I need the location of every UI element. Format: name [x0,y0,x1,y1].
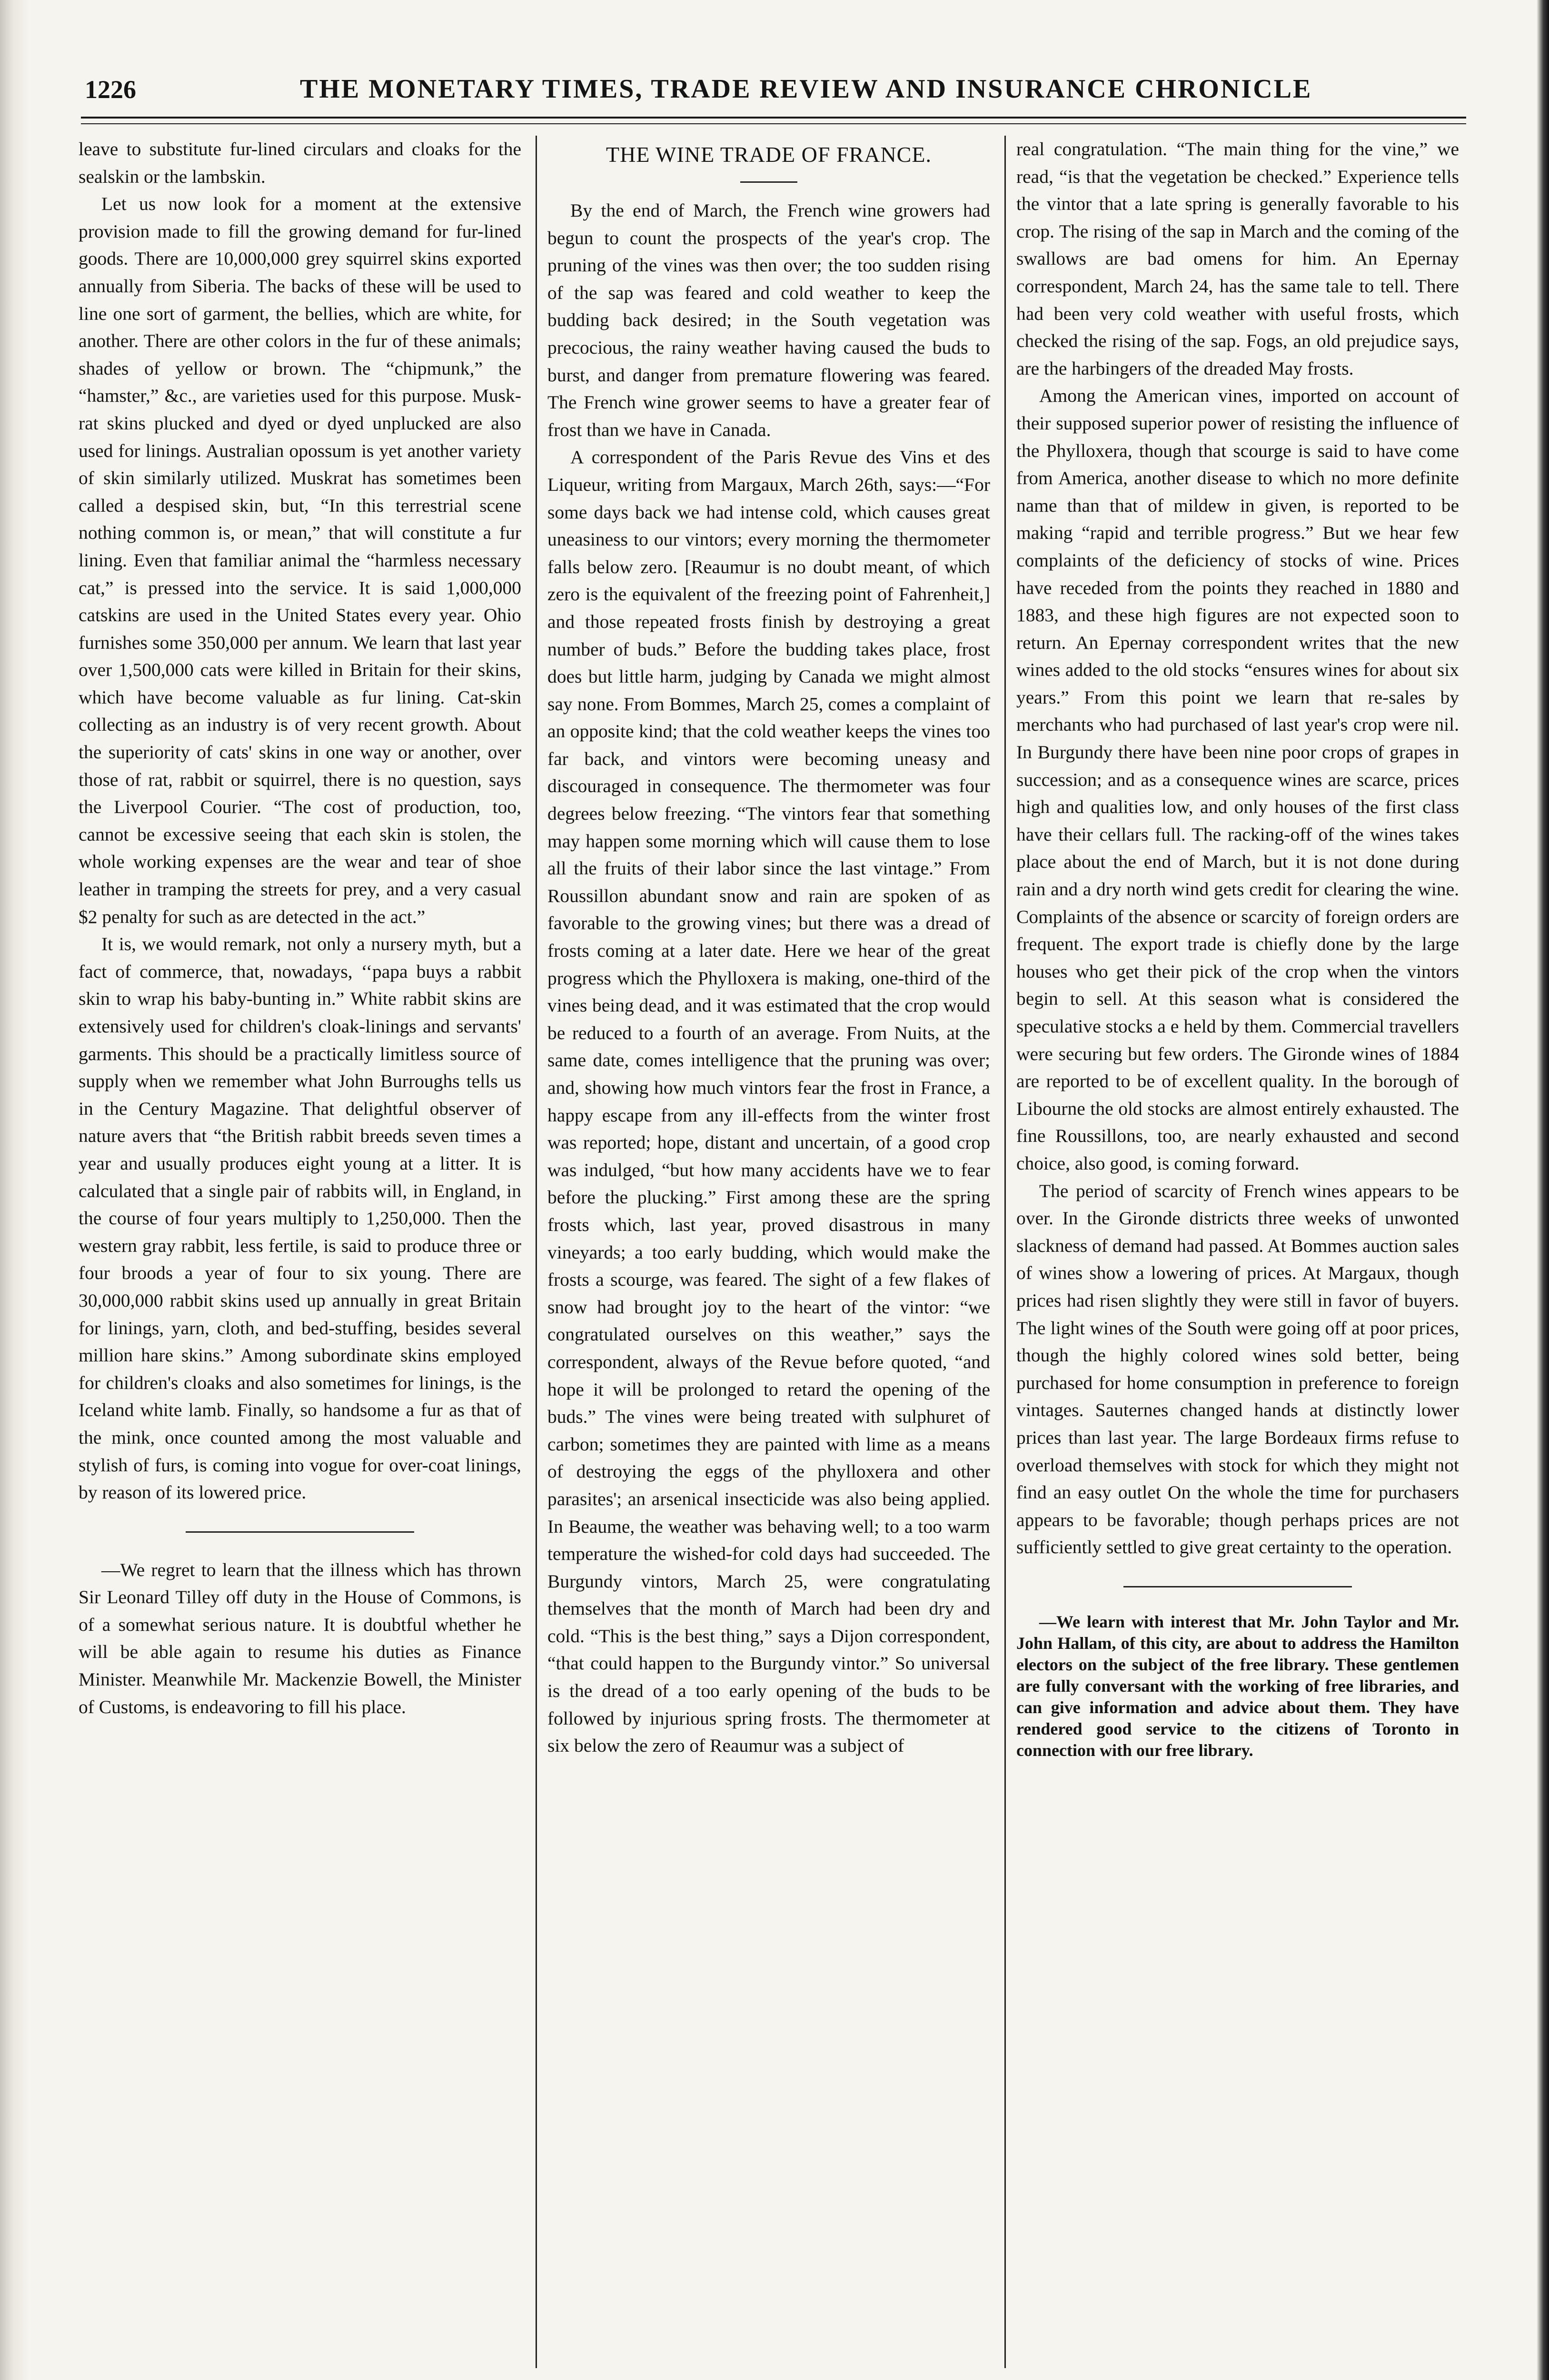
wine-article-paragraph: By the end of March, the French wine growers had begun to count the prospects of the year's crop. The pruning of the vines was then over; the too sudden rising of the sap was feared and cold weather to keep the budding back desired; in the South vegetation was precocious, the rainy weather having caused the buds to burst, and danger from premature flowering was feared. The French wine grower seems to have a greater fear of frost than we have in Canada. [547,200,990,440]
column-divider [1004,136,1006,2368]
article-heading: THE WINE TRADE OF FRANCE. [606,142,932,167]
page-number: 1226 [85,75,136,104]
heading-rule [740,181,797,183]
article-divider [186,1531,414,1533]
column-divider [536,136,537,2368]
header-rule-thin [81,123,1466,124]
masthead-title: THE MONETARY TIMES, TRADE REVIEW AND INSURANCE CHRONICLE [300,74,1312,104]
column-middle [547,136,990,2363]
wine-article-paragraph: Among the American vines, imported on account of their supposed superior power of resisting the influence of the Phylloxera, though that scourge is said to have come from America, another disease to which no more definite name than that of mildew in given, is reported to be making “rapid and terrible progress.” But we hear few complaints of the deficiency of stocks of wine. Prices have receded from the points they reached in 1880 and 1883, and these high figures are not expected soon to return. An Epernay correspondent writes that the new wines added to the old stocks “ensures wines for about six years.” From this point we learn that re-sales by merchants who had purchased of last year's crop were nil. In Burgundy there have been nine poor crops of grapes in succession; and as a consequence wines are scarce, prices high and qualities low, and only houses of the first class have their cellars full. The racking-off of the wines takes place about the end of March, but it is not done during rain and a dry north wind gets credit for clearing the wine. Complaints of the absence or scarcity of foreign orders are frequent. The export trade is chiefly done by the large houses who get their pick of the crop when the vintors begin to sell. At this season what is considered the speculative stocks a e held by them. Commercial travellers were securing but few orders. The Gironde wines of 1884 are reported to be of excellent quality. In the borough of Libourne the old stocks are almost entirely exhausted. The fine Roussillons, too, are nearly exhausted and second choice, also good, is coming forward. [1016,385,1459,1174]
wine-article-paragraph: The period of scarcity of French wines appears to be over. In the Gironde districts three weeks of unwonted slackness of demand had passed. At Bommes auction sales of wines show a lowering of prices. At Margaux, though prices had risen slightly they were still in favor of buyers. The light wines of the South were going off at poor prices, though the highly colored wines sold better, being purchased for home consumption in preference to foreign vintages. Sauternes changed hands at distinctly lower prices than last year. The large Bordeaux firms refuse to overload themselves with stock for which they might not find an easy outlet On the whole the time for purchasers appears to be favorable; though perhaps prices are not sufficiently settled to give great certainty to the operation. [1016,1180,1459,1558]
scan-right-edge [1537,0,1549,2380]
fur-article-paragraph: It is, we would remark, not only a nursery myth, but a fact of commerce, that, nowadays, ‘‘papa buys a rabbit skin to wrap his baby-bunting in.” White rabbit skins are extensively used for children's cloak-linings and servants' garments. This should be a practically limitless source of supply when we remember what John Burroughs tells us in the Century Magazine. That delightful observer of nature avers that “the British rabbit breeds seven times a year and usually produces eight young at a litter. It is calculated that a single pair of rabbits will, in England, in the course of four years multiply to 1,250,000. Then the western gray rabbit, less fertile, is said to produce three or four broods a year of four to six young. There are 30,000,000 rabbit skins used up annually in great Britain for linings, yarn, cloth, and bed-stuffing, besides several million hare skins.” Among subordinate skins employed for children's cloaks and also sometimes for linings, is the Iceland white lamb. Finally, so handsome a fur as that of the mink, once counted among the most valuable and stylish of furs, is coming into vogue for over-coat linings, by reason of its lowered price. [79,933,521,1503]
wine-article-paragraph: real congratulation. “The main thing for the vine,” we read, “is that the vegetation be checked.” Experience tells the vintor that a late spring is generally favorable to his crop. The rising of the sap in March and the coming of the swallows are bad omens for him. An Epernay correspondent, March 24, has the same tale to tell. There had been very cold weather with useful frosts, which checked the rising of the sap. Fogs, an old prejudice says, are the harbingers of the dreaded May frosts. [1016,139,1459,379]
header-rule [81,117,1466,119]
column-left [79,136,521,2363]
tilley-news-item: —We regret to learn that the illness which has thrown Sir Leonard Tilley off duty in the House of Commons, is of a somewhat serious nature. It is doubtful whether he will be able again to resume his duties as Finance Minister. Meanwhile Mr. Mackenzie Bowell, the Minister of Customs, is endeavoring to fill his place. [79,1559,521,1717]
article-columns [71,136,1476,2373]
newspaper-page [71,64,1476,1760]
page-header [71,64,1476,136]
scan-left-edge [0,0,29,2380]
wine-article-paragraph: A correspondent of the Paris Revue des Vins et des Liqueur, writing from Margaux, March 26th, says:—“For some days back we had intense cold, which causes great uneasiness to our vintors; every morning the thermometer falls below zero. [Reaumur is no doubt meant, of which zero is the equivalent of the freezing point of Fahrenheit,] and those repeated frosts finish by destroying a great number of buds.” Before the budding takes place, frost does but little harm, judging by Canada we might almost say none. From Bommes, March 25, comes a complaint of an opposite kind; that the cold weather keeps the vines too far back, and vintors were becoming uneasy and discouraged in consequence. The thermometer was four degrees below freezing. “The vintors fear that something may happen some morning which will cause them to lose all the fruits of their labor since the last vintage.” From Roussillon abundant snow and rain are spoken of as favorable to the growing vines; but there was a dread of frosts coming at a later date. Here we hear of the great progress which the Phylloxera is making, one-third of the vines being dead, and it was estimated that the crop would be reduced to a fourth of an average. From Nuits, at the same date, comes intelligence that the pruning was over; and, showing how much vintors fear the frost in France, a happy escape from any ill-effects from the winter frost was reported; hope, distant and uncertain, of a good crop was indulged, “but how many accidents have we to fear before the plucking.” First among these are the spring frosts which, last year, proved disastrous in many vineyards; a too early budding, which would make the frosts a scourge, was feared. The sight of a few flakes of snow had brought joy to the heart of the vintor: “we congratulated ourselves on this weather,” says the correspondent, always of the Revue before quoted, “and hope it will be prolonged to retard the opening of the buds.” The vines were being treated with sulphuret of carbon; sometimes they are painted with lime as a means of destroying the eggs of the phylloxera and other parasites'; an arsenical insecticide was also being applied. In Beaume, the weather was behaving well; to a too warm temperature the wished-for cold days had succeeded. The Burgundy vintors, March 25, were congratulating themselves that the month of March had been dry and cold. “This is the best thing,” says a Dijon correspondent, “that could happen to the Burgundy vintor.” So universal is the dread of a too early opening of the buds to be followed by injurious spring frosts. The thermometer at six below the zero of Reaumur was a subject of [547,446,990,1756]
column-right [1016,136,1459,2363]
article-divider [1123,1586,1352,1587]
free-library-news-item: —We learn with interest that Mr. John Taylor and Mr. John Hallam, of this city, are about to address the Hamilton electors on the subject of the free library. These gentlemen are fully conversant with the working of free libraries, and can give information and advice about them. They have rendered good service to the citizens of Toronto in connection with our free library. [1016,1612,1459,1760]
fur-article-paragraph: leave to substitute fur-lined circulars and cloaks for the sealskin or the lambskin. [79,139,521,187]
fur-article-paragraph: Let us now look for a moment at the extensive provision made to fill the growing demand for fur-lined goods. There are 10,000,000 grey squirrel skins exported annually from Siberia. The backs of these will be used to line one sort of garment, the bellies, which are white, for another. There are other colors in the fur of these animals; shades of yellow or brown. The “chipmunk,” the “hamster,” &c., are varieties used for this purpose. Musk-rat skins plucked and dyed or dyed unplucked are also used for linings. Australian opossum is yet another variety of skin similarly utilized. Muskrat has sometimes been called a despised skin, but, “In this terrestrial scene nothing common is, or mean,” that will constitute a fur lining. Even that familiar animal the “harmless necessary cat,” is pressed into the service. It is said 1,000,000 catskins are used in the United States every year. Ohio furnishes some 350,000 per annum. We learn that last year over 1,500,000 cats were killed in Britain for their skins, which have become valuable as fur lining. Cat-skin collecting as an industry is of very recent growth. About the superiority of cats' skins in one way or another, over those of rat, rabbit or squirrel, there is no question, says the Liverpool Courier. “The cost of production, too, cannot be excessive seeing that each skin is stolen, the whole working expenses are the wear and tear of shoe leather in tramping the streets for prey, and a very casual $2 penalty for such as are detected in the act.” [79,193,521,927]
